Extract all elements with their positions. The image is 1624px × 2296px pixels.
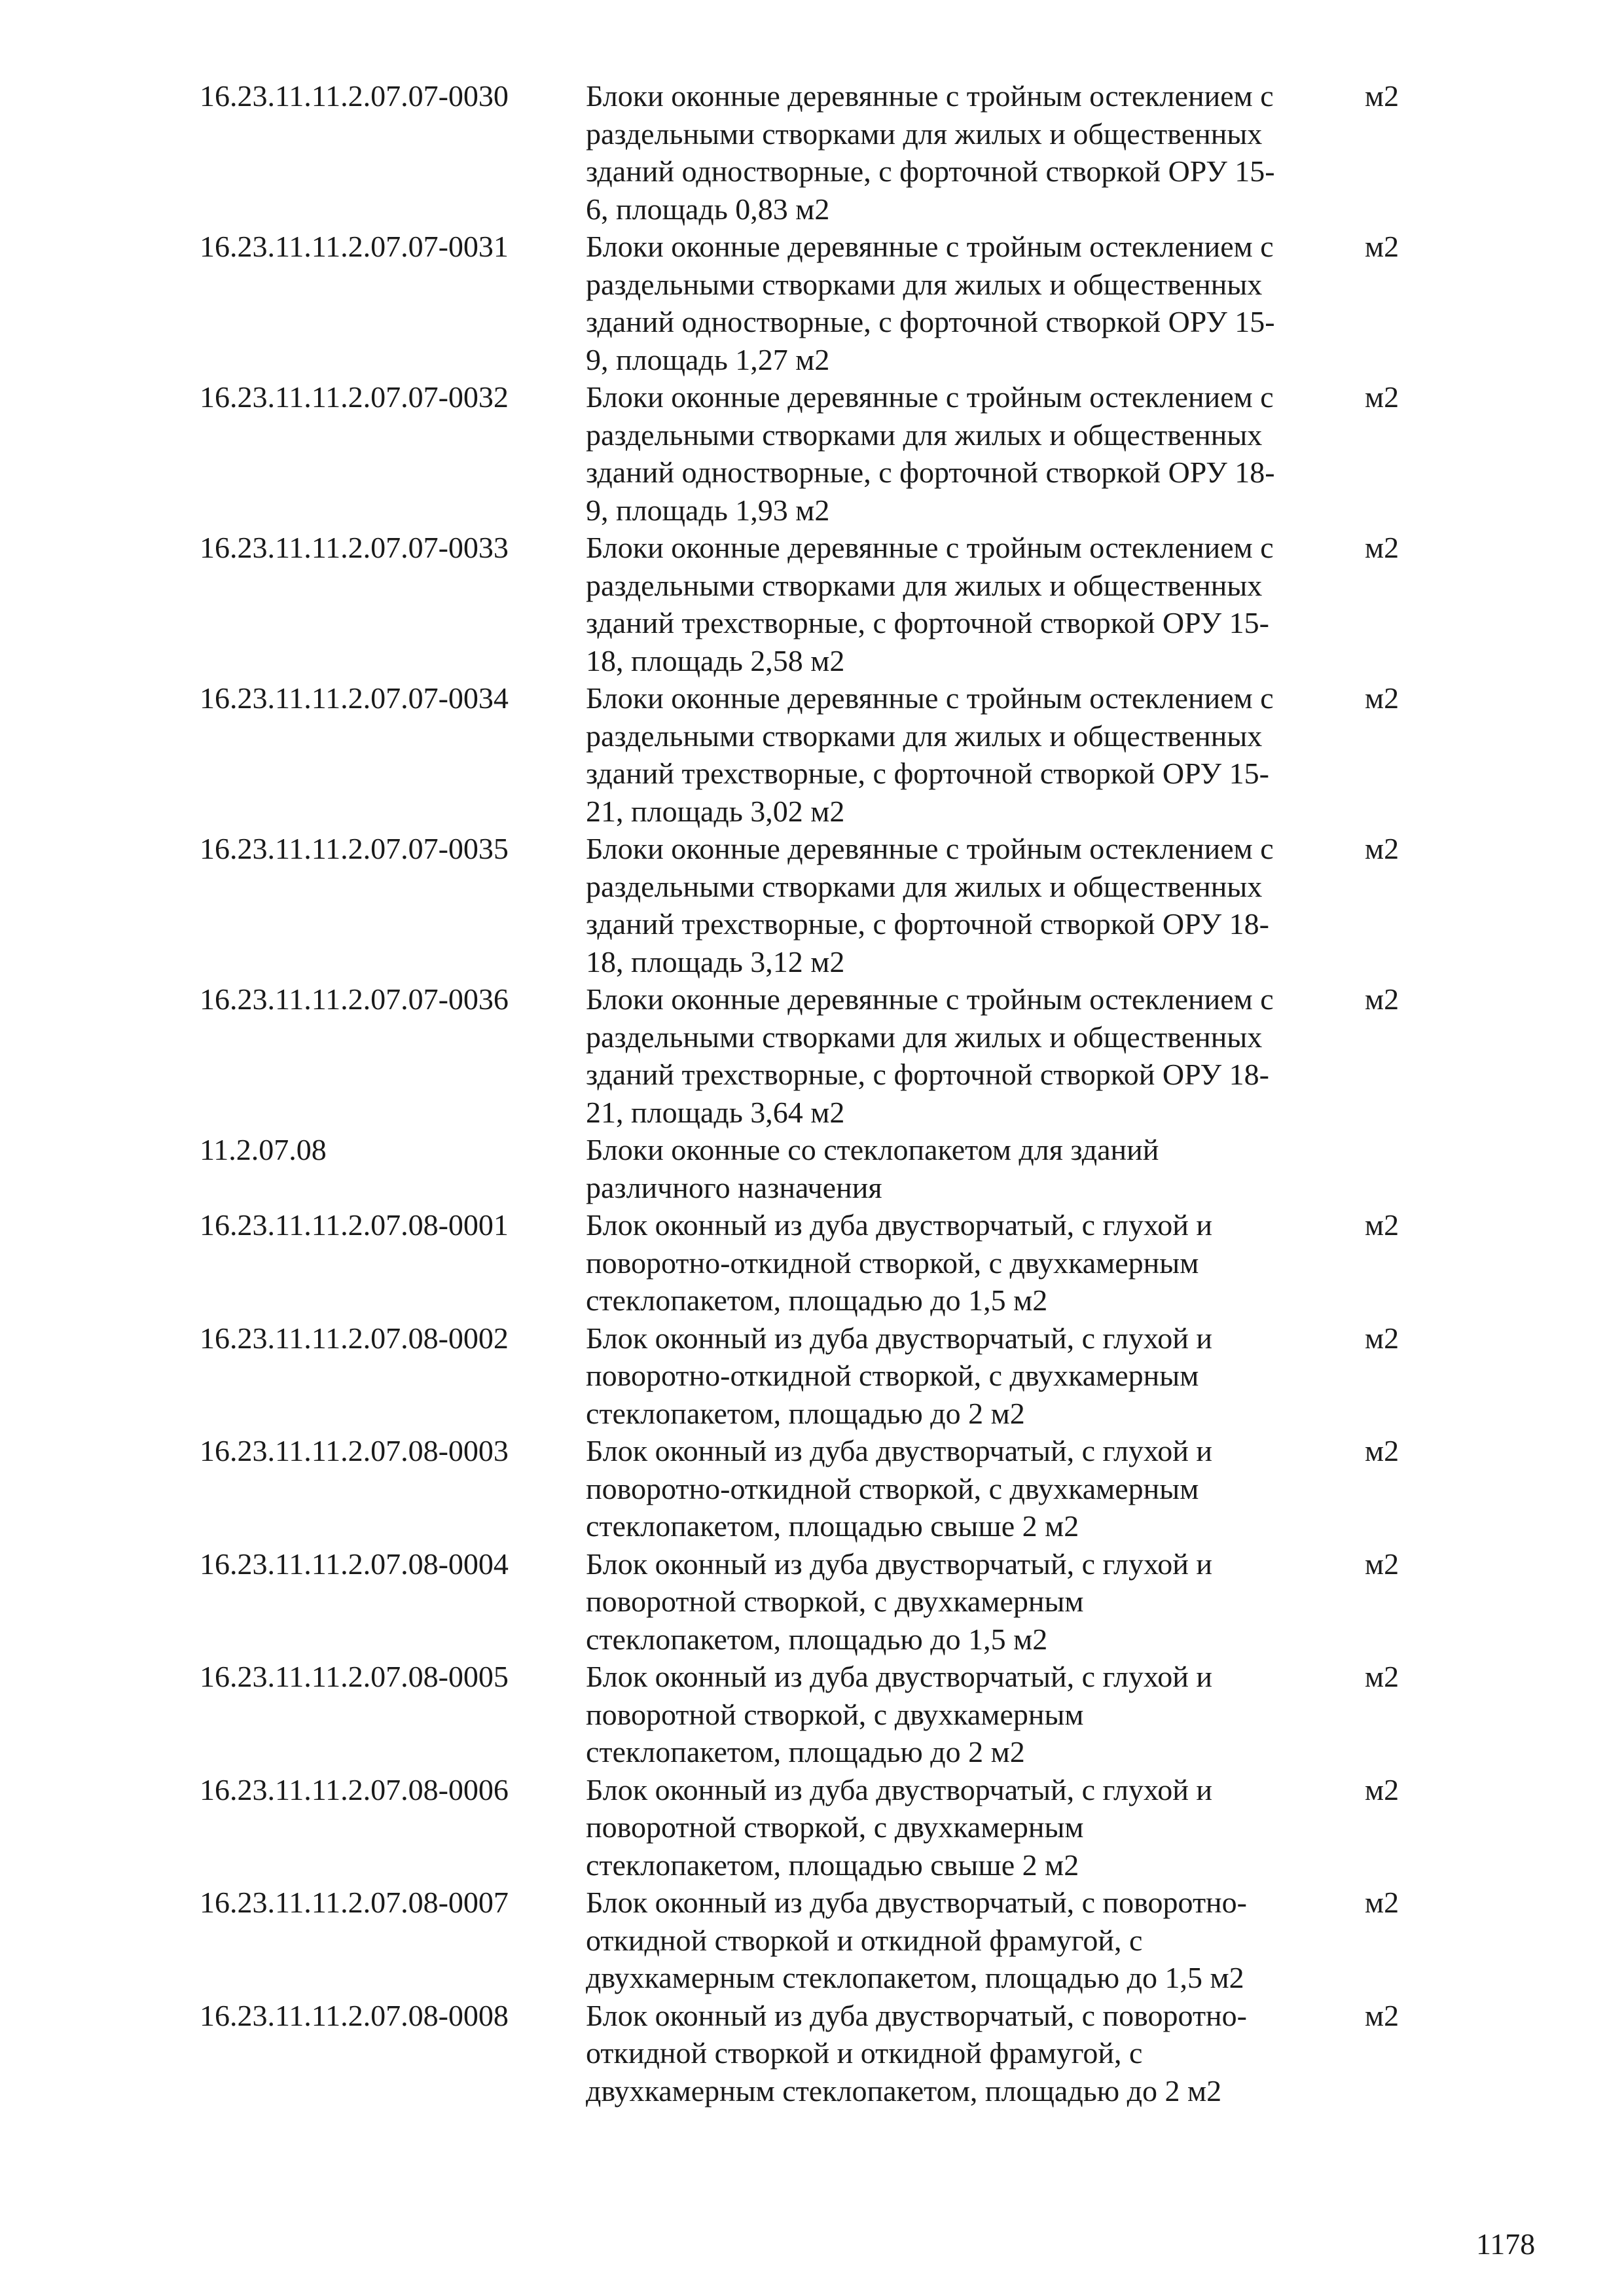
table-row <box>200 1997 1443 2110</box>
table-row <box>200 1131 1443 1206</box>
table-row <box>200 228 1443 378</box>
resource-description <box>586 1131 1365 1206</box>
description-line: 9, площадь 1,27 м2 <box>586 342 830 376</box>
description-line: двухкамерным стеклопакетом, площадью до 1,5 м2 <box>586 1961 1244 1994</box>
table-row <box>200 980 1443 1131</box>
resource-description <box>586 830 1365 980</box>
description-line: Блоки оконные деревянные с тройным остеклением с <box>586 832 1274 865</box>
description-line: раздельными створками для жилых и общественных <box>586 418 1263 452</box>
unit-of-measure: м2 <box>1365 982 1399 1016</box>
resource-code: 16.23.11.11.2.07.07-0034 <box>200 681 509 715</box>
description-line: зданий трехстворные, с форточной створкой ОРУ 18- <box>586 1058 1269 1091</box>
resource-code: 16.23.11.11.2.07.07-0033 <box>200 531 509 564</box>
unit-of-measure: м2 <box>1365 1547 1399 1581</box>
resource-code: 16.23.11.11.2.07.08-0002 <box>200 1321 509 1355</box>
resource-code: 11.2.07.08 <box>200 1133 327 1166</box>
description-line: стеклопакетом, площадью до 1,5 м2 <box>586 1283 1048 1317</box>
description-line: Блок оконный из дуба двустворчатый, с поворотно- <box>586 1886 1247 1919</box>
description-line: раздельными створками для жилых и общественных <box>586 869 1263 903</box>
resource-description <box>586 679 1365 830</box>
description-line: различного назначения <box>586 1170 882 1204</box>
description-line: откидной створкой и откидной фрамугой, с <box>586 1923 1143 1957</box>
description-line: Блок оконный из дуба двустворчатый, с глухой и <box>586 1208 1212 1242</box>
description-line: поворотно-откидной створкой, с двухкамерным <box>586 1246 1199 1280</box>
description-line: Блок оконный из дуба двустворчатый, с глухой и <box>586 1321 1212 1355</box>
description-line: 18, площадь 3,12 м2 <box>586 944 845 978</box>
table-row <box>200 1771 1443 1884</box>
description-line: поворотно-откидной створкой, с двухкамерным <box>586 1471 1199 1505</box>
unit-of-measure: м2 <box>1365 79 1399 113</box>
table-row <box>200 830 1443 980</box>
resource-code: 16.23.11.11.2.07.07-0031 <box>200 230 509 263</box>
description-line: откидной створкой и откидной фрамугой, с <box>586 2036 1143 2070</box>
description-line: Блоки оконные деревянные с тройным остеклением с <box>586 230 1274 263</box>
description-line: стеклопакетом, площадью до 2 м2 <box>586 1396 1025 1430</box>
resource-code: 16.23.11.11.2.07.08-0005 <box>200 1660 509 1693</box>
description-line: стеклопакетом, площадью свыше 2 м2 <box>586 1848 1079 1882</box>
resource-code: 16.23.11.11.2.07.08-0001 <box>200 1208 509 1242</box>
resource-code: 16.23.11.11.2.07.07-0030 <box>200 79 509 113</box>
description-line: поворотной створкой, с двухкамерным <box>586 1585 1084 1618</box>
description-line: 18, площадь 2,58 м2 <box>586 643 845 677</box>
page-number: 1178 <box>1476 2227 1536 2261</box>
resource-description <box>586 980 1365 1131</box>
unit-of-measure: м2 <box>1365 1772 1399 1806</box>
table-row <box>200 1658 1443 1771</box>
resource-code: 16.23.11.11.2.07.08-0004 <box>200 1547 509 1581</box>
description-line: Блоки оконные со стеклопакетом для зданий <box>586 1133 1159 1166</box>
table-row <box>200 1432 1443 1545</box>
resource-code: 16.23.11.11.2.07.07-0036 <box>200 982 509 1016</box>
table-row <box>200 529 1443 679</box>
description-line: поворотной створкой, с двухкамерным <box>586 1697 1084 1731</box>
unit-of-measure: м2 <box>1365 1321 1399 1355</box>
unit-of-measure: м2 <box>1365 681 1399 715</box>
description-line: зданий трехстворные, с форточной створкой ОРУ 15- <box>586 757 1269 790</box>
description-line: Блок оконный из дуба двустворчатый, с глухой и <box>586 1772 1212 1806</box>
description-line: раздельными створками для жилых и общественных <box>586 117 1263 151</box>
description-line: стеклопакетом, площадью до 2 м2 <box>586 1735 1025 1768</box>
unit-of-measure: м2 <box>1365 230 1399 263</box>
resource-description <box>586 228 1365 378</box>
table-row <box>200 378 1443 529</box>
description-line: зданий трехстворные, с форточной створкой ОРУ 15- <box>586 606 1269 639</box>
description-line: двухкамерным стеклопакетом, площадью до 2 м2 <box>586 2073 1222 2108</box>
resource-description <box>586 1319 1365 1433</box>
description-line: 21, площадь 3,64 м2 <box>586 1095 845 1129</box>
unit-of-measure: м2 <box>1365 380 1399 414</box>
description-line: поворотной створкой, с двухкамерным <box>586 1810 1084 1844</box>
resource-description <box>586 1884 1365 1997</box>
description-line: 9, площадь 1,93 м2 <box>586 493 830 527</box>
description-line: раздельными створками для жилых и общественных <box>586 267 1263 301</box>
unit-of-measure: м2 <box>1365 1886 1399 1919</box>
description-line: Блоки оконные деревянные с тройным остеклением с <box>586 531 1274 564</box>
description-line: Блок оконный из дуба двустворчатый, с глухой и <box>586 1660 1212 1693</box>
unit-of-measure: м2 <box>1365 1660 1399 1693</box>
description-line: стеклопакетом, площадью до 1,5 м2 <box>586 1622 1048 1656</box>
resource-description <box>586 1658 1365 1771</box>
description-line: Блок оконный из дуба двустворчатый, с глухой и <box>586 1547 1212 1581</box>
description-line: раздельными створками для жилых и общественных <box>586 568 1263 602</box>
description-line: Блок оконный из дуба двустворчатый, с поворотно- <box>586 1998 1247 2032</box>
table-row <box>200 1545 1443 1659</box>
table-row <box>200 1884 1443 1997</box>
description-line: Блоки оконные деревянные с тройным остеклением с <box>586 681 1274 715</box>
resource-description <box>586 1997 1365 2110</box>
description-line: зданий трехстворные, с форточной створкой ОРУ 18- <box>586 907 1269 941</box>
table-row <box>200 1206 1443 1319</box>
resource-code: 16.23.11.11.2.07.07-0032 <box>200 380 509 414</box>
table-row <box>200 77 1443 228</box>
description-line: 21, площадь 3,02 м2 <box>586 794 845 828</box>
resource-description <box>586 378 1365 529</box>
resource-code: 16.23.11.11.2.07.08-0008 <box>200 1998 509 2032</box>
unit-of-measure: м2 <box>1365 1998 1399 2032</box>
resource-description <box>586 529 1365 679</box>
unit-of-measure: м2 <box>1365 832 1399 865</box>
table-row <box>200 679 1443 830</box>
description-line: зданий одностворные, с форточной створкой ОРУ 18- <box>586 456 1275 489</box>
description-line: 6, площадь 0,83 м2 <box>586 192 830 226</box>
resource-code: 16.23.11.11.2.07.07-0035 <box>200 832 509 865</box>
resource-code: 16.23.11.11.2.07.08-0003 <box>200 1434 509 1467</box>
resource-description <box>586 1771 1365 1884</box>
unit-of-measure: м2 <box>1365 1208 1399 1242</box>
description-line: поворотно-откидной створкой, с двухкамерным <box>586 1359 1199 1392</box>
resource-description <box>586 1432 1365 1545</box>
description-line: стеклопакетом, площадью свыше 2 м2 <box>586 1509 1079 1543</box>
resource-description <box>586 77 1365 228</box>
resource-description <box>586 1545 1365 1659</box>
resource-code: 16.23.11.11.2.07.08-0007 <box>200 1886 509 1919</box>
description-line: раздельными створками для жилых и общественных <box>586 719 1263 753</box>
unit-of-measure: м2 <box>1365 531 1399 564</box>
description-line: раздельными створками для жилых и общественных <box>586 1020 1263 1054</box>
description-line: Блоки оконные деревянные с тройным остеклением с <box>586 982 1274 1016</box>
description-line: Блоки оконные деревянные с тройным остеклением с <box>586 380 1274 414</box>
resource-table <box>200 77 1443 2109</box>
description-line: зданий одностворные, с форточной створкой ОРУ 15- <box>586 305 1275 338</box>
table-row <box>200 1319 1443 1433</box>
description-line: Блоки оконные деревянные с тройным остеклением с <box>586 79 1274 113</box>
description-line: Блок оконный из дуба двустворчатый, с глухой и <box>586 1434 1212 1467</box>
resource-code: 16.23.11.11.2.07.08-0006 <box>200 1772 509 1806</box>
resource-description <box>586 1206 1365 1319</box>
unit-of-measure: м2 <box>1365 1434 1399 1467</box>
description-line: зданий одностворные, с форточной створкой ОРУ 15- <box>586 154 1275 188</box>
